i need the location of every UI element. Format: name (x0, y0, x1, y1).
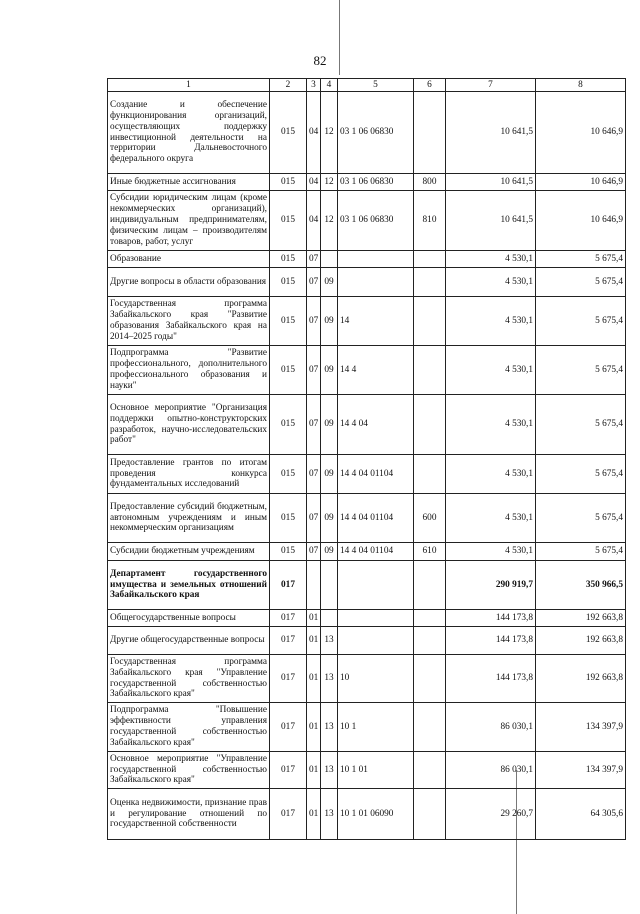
expense-type-cell (414, 610, 446, 627)
ministry-code-cell: 015 (270, 174, 307, 191)
target-article-cell: 10 1 (338, 703, 414, 752)
ministry-code-cell: 015 (270, 92, 307, 174)
target-article-cell: 14 4 04 01104 (338, 543, 414, 561)
target-article-cell: 14 (338, 297, 414, 346)
row-name-cell: Субсидии бюджетным учреждениям (108, 543, 270, 561)
target-article-cell (338, 251, 414, 268)
ministry-code-cell: 017 (270, 655, 307, 703)
row-name-cell: Государственная программа Забайкальского края "Развитие образования Забайкальского края на 2014–2025 годы" (108, 297, 270, 346)
budget-table-body (108, 79, 626, 840)
ministry-code-cell: 015 (270, 346, 307, 395)
subsection-code-cell: 12 (321, 191, 338, 251)
ministry-code-cell: 017 (270, 703, 307, 752)
amount-col8-cell: 134 397,9 (536, 752, 626, 789)
ministry-code-cell: 017 (270, 752, 307, 789)
expense-type-cell: 810 (414, 191, 446, 251)
row-name-cell: Предоставление грантов по итогам проведения конкурса фундаментальных исследований (108, 455, 270, 494)
section-code-cell: 07 (307, 543, 321, 561)
expense-type-cell (414, 297, 446, 346)
column-number: 7 (446, 79, 536, 92)
row-name-cell: Другие общегосударственные вопросы (108, 627, 270, 655)
row-name-cell: Иные бюджетные ассигнования (108, 174, 270, 191)
ministry-code-cell: 015 (270, 268, 307, 297)
table-row (108, 561, 626, 610)
target-article-cell: 10 (338, 655, 414, 703)
amount-col8-cell: 5 675,4 (536, 268, 626, 297)
expense-type-cell: 800 (414, 174, 446, 191)
amount-col7-cell: 86 030,1 (446, 752, 536, 789)
subsection-code-cell (321, 561, 338, 610)
ministry-code-cell: 015 (270, 297, 307, 346)
subsection-code-cell: 09 (321, 297, 338, 346)
expense-type-cell (414, 395, 446, 455)
amount-col8-cell: 192 663,8 (536, 627, 626, 655)
table-row (108, 268, 626, 297)
section-code-cell: 01 (307, 655, 321, 703)
amount-col7-cell: 4 530,1 (446, 268, 536, 297)
expense-type-cell (414, 92, 446, 174)
target-article-cell (338, 627, 414, 655)
subsection-code-cell: 13 (321, 655, 338, 703)
amount-col7-cell: 4 530,1 (446, 251, 536, 268)
table-row (108, 655, 626, 703)
amount-col8-cell: 5 675,4 (536, 346, 626, 395)
target-article-cell: 14 4 04 01104 (338, 494, 414, 543)
section-code-cell: 07 (307, 494, 321, 543)
row-name-cell: Подпрограмма "Развитие профессионального, дополнительного профессионального образования и науки" (108, 346, 270, 395)
amount-col7-cell: 144 173,8 (446, 610, 536, 627)
ministry-code-cell: 015 (270, 191, 307, 251)
amount-col8-cell: 350 966,5 (536, 561, 626, 610)
row-name-cell: Образование (108, 251, 270, 268)
amount-col8-cell: 134 397,9 (536, 703, 626, 752)
target-article-cell: 03 1 06 06830 (338, 174, 414, 191)
table-row (108, 789, 626, 840)
amount-col7-cell: 4 530,1 (446, 455, 536, 494)
ministry-code-cell: 015 (270, 395, 307, 455)
expense-type-cell (414, 789, 446, 840)
expense-type-cell (414, 655, 446, 703)
section-code-cell: 07 (307, 297, 321, 346)
ministry-code-cell: 017 (270, 610, 307, 627)
section-code-cell: 04 (307, 92, 321, 174)
row-name-cell: Предоставление субсидий бюджетным, автономным учреждениям и иным некоммерческим организациям (108, 494, 270, 543)
subsection-code-cell: 09 (321, 395, 338, 455)
subsection-code-cell (321, 251, 338, 268)
amount-col8-cell: 10 646,9 (536, 92, 626, 174)
amount-col8-cell: 5 675,4 (536, 297, 626, 346)
table-row (108, 191, 626, 251)
target-article-cell: 14 4 (338, 346, 414, 395)
section-code-cell (307, 561, 321, 610)
subsection-code-cell: 13 (321, 627, 338, 655)
row-name-cell: Основное мероприятие "Управление государственной собственностью Забайкальского края" (108, 752, 270, 789)
expense-type-cell (414, 561, 446, 610)
amount-col7-cell: 10 641,5 (446, 191, 536, 251)
amount-col8-cell: 5 675,4 (536, 455, 626, 494)
amount-col7-cell: 144 173,8 (446, 627, 536, 655)
amount-col8-cell: 5 675,4 (536, 543, 626, 561)
ministry-code-cell: 015 (270, 543, 307, 561)
target-article-cell: 03 1 06 06830 (338, 92, 414, 174)
row-name-cell: Департамент государственного имущества и земельных отношений Забайкальского края (108, 561, 270, 610)
budget-table (107, 78, 626, 840)
subsection-code-cell: 09 (321, 455, 338, 494)
table-row (108, 610, 626, 627)
amount-col7-cell: 4 530,1 (446, 346, 536, 395)
amount-col7-cell: 144 173,8 (446, 655, 536, 703)
ministry-code-cell: 015 (270, 494, 307, 543)
expense-type-cell: 610 (414, 543, 446, 561)
expense-type-cell (414, 251, 446, 268)
section-code-cell: 04 (307, 191, 321, 251)
subsection-code-cell: 13 (321, 789, 338, 840)
ministry-code-cell: 017 (270, 789, 307, 840)
column-number: 3 (307, 79, 321, 92)
section-code-cell: 04 (307, 174, 321, 191)
amount-col7-cell: 10 641,5 (446, 174, 536, 191)
ministry-code-cell: 015 (270, 251, 307, 268)
row-name-cell: Другие вопросы в области образования (108, 268, 270, 297)
subsection-code-cell: 12 (321, 92, 338, 174)
amount-col7-cell: 4 530,1 (446, 297, 536, 346)
amount-col7-cell: 86 030,1 (446, 703, 536, 752)
row-name-cell: Основное мероприятие "Организация поддержки опытно-конструкторских разработок, научно-исследовательских работ" (108, 395, 270, 455)
subsection-code-cell: 09 (321, 346, 338, 395)
table-row (108, 703, 626, 752)
table-row (108, 494, 626, 543)
column-number: 5 (338, 79, 414, 92)
amount-col7-cell: 290 919,7 (446, 561, 536, 610)
section-code-cell: 07 (307, 251, 321, 268)
subsection-code-cell (321, 610, 338, 627)
amount-col7-cell: 4 530,1 (446, 494, 536, 543)
target-article-cell: 10 1 01 06090 (338, 789, 414, 840)
ministry-code-cell: 017 (270, 561, 307, 610)
table-row (108, 174, 626, 191)
target-article-cell: 14 4 04 01104 (338, 455, 414, 494)
amount-col8-cell: 192 663,8 (536, 610, 626, 627)
amount-col8-cell: 10 646,9 (536, 191, 626, 251)
column-number: 2 (270, 79, 307, 92)
row-name-cell: Оценка недвижимости, признание прав и регулирование отношений по государственной собственности (108, 789, 270, 840)
subsection-code-cell: 09 (321, 494, 338, 543)
amount-col8-cell: 10 646,9 (536, 174, 626, 191)
table-row (108, 251, 626, 268)
section-code-cell: 07 (307, 395, 321, 455)
ministry-code-cell: 015 (270, 455, 307, 494)
table-row (108, 346, 626, 395)
page-number: 82 (313, 53, 327, 68)
subsection-code-cell: 12 (321, 174, 338, 191)
table-row (108, 92, 626, 174)
amount-col7-cell: 29 260,7 (446, 789, 536, 840)
target-article-cell: 10 1 01 (338, 752, 414, 789)
table-row (108, 395, 626, 455)
column-number: 1 (108, 79, 270, 92)
expense-type-cell: 600 (414, 494, 446, 543)
amount-col7-cell: 4 530,1 (446, 395, 536, 455)
column-number: 8 (536, 79, 626, 92)
subsection-code-cell: 13 (321, 752, 338, 789)
table-row (108, 455, 626, 494)
section-code-cell: 07 (307, 455, 321, 494)
target-article-cell: 14 4 04 (338, 395, 414, 455)
column-number: 6 (414, 79, 446, 92)
row-name-cell: Создание и обеспечение функционирования организаций, осуществляющих поддержку инвестиционной деятельности на территории Дальневосточного федерального округа (108, 92, 270, 174)
expense-type-cell (414, 455, 446, 494)
target-article-cell: 03 1 06 06830 (338, 191, 414, 251)
section-code-cell: 07 (307, 346, 321, 395)
section-code-cell: 01 (307, 789, 321, 840)
row-name-cell: Субсидии юридическим лицам (кроме некоммерческих организаций), индивидуальным предпринимателям, физическим лицам – производителям товаров, работ, услуг (108, 191, 270, 251)
amount-col7-cell: 10 641,5 (446, 92, 536, 174)
section-code-cell: 01 (307, 610, 321, 627)
ministry-code-cell: 017 (270, 627, 307, 655)
section-code-cell: 07 (307, 268, 321, 297)
expense-type-cell (414, 627, 446, 655)
amount-col7-cell: 4 530,1 (446, 543, 536, 561)
row-name-cell: Подпрограмма "Повышение эффективности управления государственной собственностью Забайкальского края" (108, 703, 270, 752)
expense-type-cell (414, 752, 446, 789)
column-number-row (108, 79, 626, 92)
column-number: 4 (321, 79, 338, 92)
expense-type-cell (414, 703, 446, 752)
target-article-cell (338, 610, 414, 627)
table-row (108, 297, 626, 346)
table-row (108, 543, 626, 561)
expense-type-cell (414, 268, 446, 297)
amount-col8-cell: 5 675,4 (536, 494, 626, 543)
subsection-code-cell: 13 (321, 703, 338, 752)
section-code-cell: 01 (307, 752, 321, 789)
subsection-code-cell: 09 (321, 543, 338, 561)
amount-col8-cell: 192 663,8 (536, 655, 626, 703)
amount-col8-cell: 64 305,6 (536, 789, 626, 840)
section-code-cell: 01 (307, 627, 321, 655)
amount-col8-cell: 5 675,4 (536, 251, 626, 268)
row-name-cell: Государственная программа Забайкальского края "Управление государственной собственностью Забайкальского края" (108, 655, 270, 703)
section-code-cell: 01 (307, 703, 321, 752)
table-row (108, 752, 626, 789)
subsection-code-cell: 09 (321, 268, 338, 297)
table-row (108, 627, 626, 655)
target-article-cell (338, 268, 414, 297)
amount-col8-cell: 5 675,4 (536, 395, 626, 455)
row-name-cell: Общегосударственные вопросы (108, 610, 270, 627)
scan-fold-line (339, 0, 340, 75)
target-article-cell (338, 561, 414, 610)
expense-type-cell (414, 346, 446, 395)
